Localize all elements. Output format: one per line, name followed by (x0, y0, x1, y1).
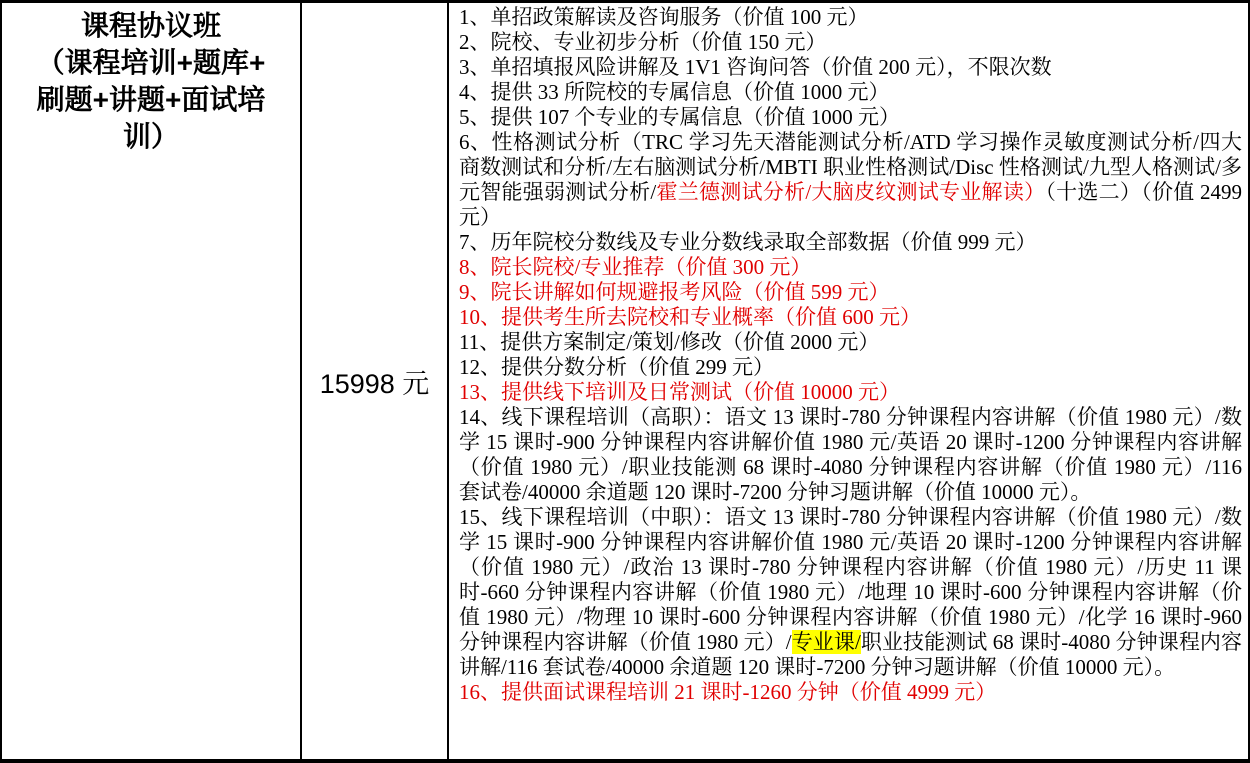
feature-text-run: 5、提供 107 个专业的专属信息（价值 1000 元） (459, 105, 900, 129)
feature-text-run: 3、单招填报风险讲解及 1V1 咨询问答（价值 200 元），不限次数 (459, 55, 1052, 79)
course-title-line: 课程协议班 (80, 10, 221, 41)
course-features-cell (449, 3, 1248, 759)
feature-text-run: 10、提供考生所去院校和专业概率（价值 600 元） (459, 305, 921, 329)
feature-text-run: 6、性格测试分析（TRC 学习先天潜能测试分析/ATD 学习操作灵敏度测试分析/四大商数测试和分析/左右脑测试分析/MBTI 职业性格测试/Disc 性格测试/九型人格测试/多元智能强弱测试分析/ (459, 130, 1242, 204)
feature-text-run: 1、单招政策解读及咨询服务（价值 100 元） (459, 5, 869, 29)
feature-item (459, 80, 1242, 105)
course-title-line: 刷题+讲题+面试培 (36, 84, 266, 115)
feature-item (459, 405, 1242, 505)
feature-text-run: 2、院校、专业初步分析（价值 150 元） (459, 30, 827, 54)
feature-text-run: 11、提供方案制定/策划/修改（价值 2000 元） (459, 330, 880, 354)
feature-item (459, 255, 1242, 280)
feature-text-run: 7、历年院校分数线及专业分数线录取全部数据（价值 999 元） (459, 230, 1037, 254)
feature-list (459, 5, 1242, 705)
feature-item (459, 30, 1242, 55)
feature-item (459, 105, 1242, 130)
feature-item (459, 330, 1242, 355)
feature-text-run: 16、提供面试课程培训 21 课时-1260 分钟（价值 4999 元） (459, 680, 997, 704)
feature-text-run: 15、线下课程培训（中职）：语文 13 课时-780 分钟课程内容讲解（价值 1980 元）/数学 15 课时-900 分钟课程内容讲解价值 1980 元/英语 20 课时-1200 分钟课程内容讲解（价值 1980 元）/政治 13 课时-780 分钟课程内容讲解（价值 1980 元）/历史 11 课时-660 分钟课程内容讲解（价值 1980 元）/地理 10 课时-600 分钟课程内容讲解（价值 1980 元）/物理 10 课时-600 分钟课程内容讲解（价值 1980 元）/化学 16 课时-960 分钟课程内容讲解（价值 1980 元）/ (459, 505, 1242, 654)
feature-text-run: 8、院长院校/专业推荐（价值 300 元） (459, 255, 812, 279)
feature-item (459, 355, 1242, 380)
feature-item (459, 380, 1242, 405)
feature-text-run: 12、提供分数分析（价值 299 元） (459, 355, 774, 379)
feature-text-run: 职业技能测试 68 课时-4080 分钟课程内容讲解/116 套试卷/40000 余道题 120 课时-7200 分钟习题讲解（价值 10000 元）。 (459, 630, 1242, 679)
feature-text-run: 4、提供 33 所院校的专属信息（价值 1000 元） (459, 80, 890, 104)
feature-item (459, 280, 1242, 305)
feature-text-run: 9、院长讲解如何规避报考风险（价值 599 元） (459, 280, 890, 304)
feature-text-run: （十选二）（价值 2499 元） (459, 180, 1242, 229)
course-price-cell (302, 3, 449, 759)
feature-text-run: 霍兰德测试分析/大脑皮纹测试专业解读） (656, 180, 1046, 204)
feature-text-run: 14、线下课程培训（高职）：语文 13 课时-780 分钟课程内容讲解（价值 1980 元）/数学 15 课时-900 分钟课程内容讲解价值 1980 元/英语 20 课时-1200 分钟课程内容讲解（价值 1980 元）/职业技能测 68 课时-4080 分钟课程内容讲解（价值 1980 元）/116 套试卷/40000 余道题 120 课时-7200 分钟习题讲解（价值 10000 元）。 (459, 405, 1242, 504)
feature-item (459, 680, 1242, 705)
feature-text-run: 专业课/ (791, 630, 861, 654)
feature-item (459, 305, 1242, 330)
feature-item (459, 55, 1242, 80)
course-price: 15998 元 (319, 368, 430, 399)
course-title-line: （课程培训+题库+ (36, 47, 266, 78)
course-title-line: 训） (122, 121, 179, 152)
feature-item (459, 505, 1242, 680)
feature-text-run: 13、提供线下培训及日常测试（价值 10000 元） (459, 380, 900, 404)
feature-item (459, 5, 1242, 30)
course-title (2, 7, 300, 155)
feature-item (459, 230, 1242, 255)
course-name-cell (2, 3, 302, 759)
feature-item (459, 130, 1242, 230)
